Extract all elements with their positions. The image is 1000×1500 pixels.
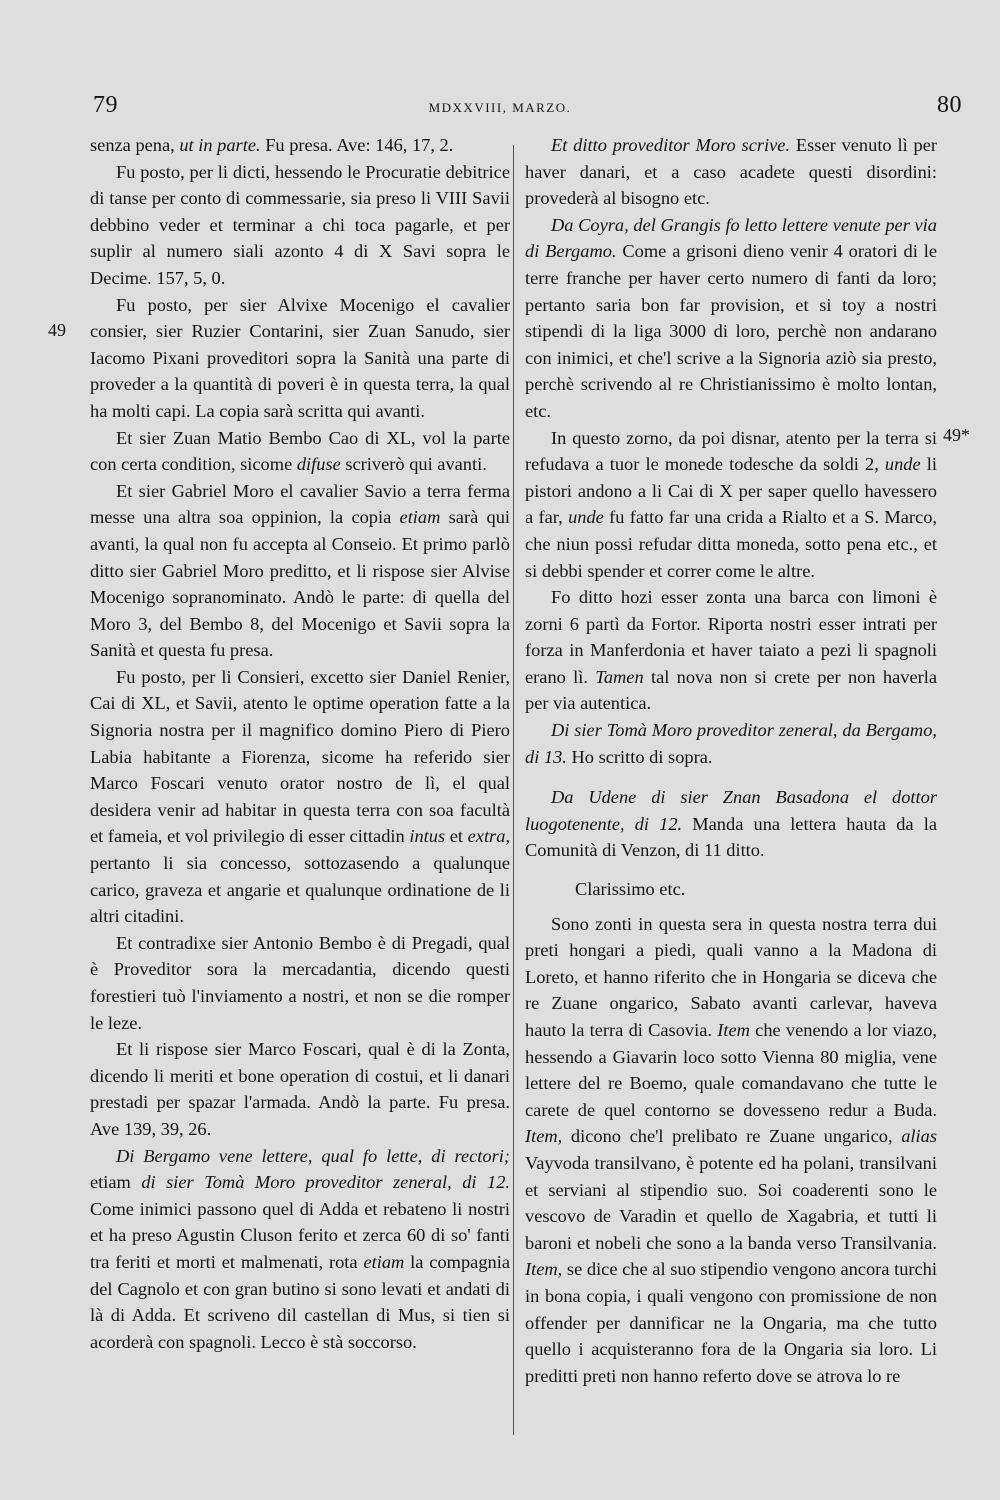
paragraph: Et li rispose sier Marco Foscari, qual è di la Zonta, dicendo li meriti et bone operation di costui, et li danari prestadi per spazar l'armada. Andò la parte. Fu presa. Ave 139, 39, 26. xyxy=(90,1039,510,1139)
italic-text: Item, xyxy=(525,1259,563,1280)
text: et xyxy=(445,826,468,847)
paragraph: Fu posto, per sier Alvixe Mocenigo el cavalier consier, sier Ruzier Contarini, sier Zuan Sanudo, sier Iacomo Pixani proveditori sopra la Sanità una parte di proveder a la quantità di poveri è in questa terra, la qual ha molti capi. La copia sarà scritta qui avanti. xyxy=(90,294,510,421)
text: Come a grisoni dieno venir 4 oratori di le terre franche per haver certo numero di fanti da loro; pertanto saria bon far provision, et si toy a nostri stipendi di la liga 3000 di loro, perchè non andarano con inimici, et che'l scrive a la Signoria aziò sia presto, perchè scrivendo al re Christianissimo è molto lontan, etc. xyxy=(525,241,937,421)
italic-text: extra, xyxy=(467,826,511,847)
paragraph xyxy=(90,425,510,478)
text: che venendo a lor viazo, hessendo a Giavarin loco sotto Vienna 80 miglia, vene lettere del re Boemo, quale comandavano che tutte le carete de quel contorno se dovesseno redur a Buda. xyxy=(525,1020,937,1120)
paragraph xyxy=(525,784,937,864)
italic-text: Da Coyra, del Grangis fo letto lettere venute per via di Bergamo. xyxy=(525,214,937,262)
paragraph: Fu posto, per li dicti, hessendo le Procuratie debitrice di tanse per conto di commessarie, sia preso li VIII Savii debbino veder et terminar a chi toca pagarle, et per suplir al numero siali azonto 4 di X Savi sopra le Decime. 157, 5, 0. xyxy=(90,161,510,288)
text: Sono zonti in questa sera in questa nostra terra dui preti hongari a piedi, quali vanno a la Madona di Loreto, et hanno riferito che in Hongaria se diceva che re Zuane ongarico, Sabato avanti carlevar, haveva hauto la terra di Casovia. xyxy=(525,913,937,1040)
italic-text: Et ditto proveditor Moro scrive. xyxy=(551,135,791,155)
margin-note-right: 49* xyxy=(943,425,970,445)
text: sarà qui avanti, la qual non fu accepta al Conseio. Et primo parlò ditto sier Gabriel Moro preditto, et li rispose sier Alvise Mocenigo sopranominato. Andò le parte: di quella del Moro 3, del Bembo 8, del Mocenigo et Savii sopra la Sanità et questa fu presa. xyxy=(90,507,510,661)
text: Fu presa. Ave: 146, 17, 2. xyxy=(260,135,454,155)
text: In questo zorno, da poi disnar, atento per la terra si refudava a tuor le monede todesche da soldi 2, xyxy=(525,427,937,475)
italic-text: Di Bergamo vene lettere, qual fo lette, di rectori; xyxy=(116,1145,510,1166)
text: etiam xyxy=(90,1172,142,1193)
paragraph xyxy=(525,132,937,212)
italic-text: ut in parte. xyxy=(179,135,261,155)
italic-text: difuse xyxy=(296,454,341,475)
paragraph xyxy=(525,911,937,1390)
italic-text: unde xyxy=(568,507,604,528)
running-header xyxy=(0,92,1000,128)
italic-text: Tamen xyxy=(595,666,644,687)
text: tal nova non si crete per non haverla per via autentica. xyxy=(525,666,937,714)
text: Fu posto, per li Consieri, excetto sier Daniel Renier, Cai di XL, et Savii, atento le optime operation fatte a la Signoria nostra per il magnifico domino Piero di Piero Labia habitante a Fiorenza, sicome ha referido sier Marco Foscari venuto orator nostro de lì, el qual desidera venir ad habitar in questa terra con soa facultà et fameia, et vol privilegio di esser cittadin xyxy=(90,666,510,847)
paragraph xyxy=(525,425,937,585)
right-page-number: 80 xyxy=(937,92,962,118)
text: Fo ditto hozi esser zonta una barca con limoni è zorni 6 partì da Fortor. Riporta nostri esser intrati per forza in Manferdonia et haver taiato a pezi li spagnoli erano lì. xyxy=(525,587,937,687)
italic-text: etiam xyxy=(399,507,441,528)
running-title: MDXXVIII, MARZO. xyxy=(428,100,572,115)
text: Ho scritto di sopra. xyxy=(566,746,713,767)
paragraph xyxy=(90,664,510,930)
paragraph xyxy=(525,212,937,425)
text: se dice che al suo stipendio vengono ancora turchi in bona copia, i quali vengono con promissione de non offender per dannificar ne la Ongaria, ma che tutto quello i acquisteranno fora de la Ongaria sia loro. Li preditti preti non hanno referto dove se atrova lo re xyxy=(525,1259,937,1386)
text: dicono che'l prelibato re Zuane ungarico, xyxy=(562,1126,902,1147)
italic-text: Da Udene di sier Znan Basadona el dottor luogotenente, di 12. xyxy=(525,787,937,834)
paragraph xyxy=(90,478,510,664)
letter-salutation: Clarissimo etc. xyxy=(575,879,686,900)
paragraph xyxy=(525,584,937,717)
italic-text: Item xyxy=(717,1020,750,1040)
text: Manda una lettera hauta da la Comunità di Venzon, di 11 ditto. xyxy=(525,813,937,861)
paragraph xyxy=(525,717,937,770)
paragraph xyxy=(90,1143,510,1356)
column-divider xyxy=(513,145,514,1435)
italic-text: di sier Tomà Moro proveditor zeneral, di 12. xyxy=(141,1172,510,1193)
italic-text: Di sier Tomà Moro proveditor zeneral, da Bergamo, di 13. xyxy=(525,720,937,767)
paragraph: Et contradixe sier Antonio Bembo è di Pregadi, qual è Proveditor sora la mercadantia, dicendo questi forestieri tuò l'inviamento a nostri, et non se die romper le leze. xyxy=(90,932,510,1033)
text: Esser venuto lì per haver danari, et a caso acadete questi disordini: provederà al bisogno etc. xyxy=(525,135,937,209)
paragraph xyxy=(90,132,510,159)
italic-text: Item, xyxy=(525,1126,563,1147)
italic-text: alias xyxy=(901,1126,937,1147)
text: Come inimici passono quel di Adda et rebateno li nostri et ha preso Agustin Cluson ferito et zerca 60 di so' fanti tra feriti et morti et malmenati, rota xyxy=(90,1198,510,1272)
left-page-number: 79 xyxy=(93,92,118,118)
margin-note-left: 49 xyxy=(48,320,66,340)
italic-text: intus xyxy=(409,826,446,847)
italic-text: unde xyxy=(884,454,921,475)
text: Et sier Gabriel Moro el cavalier Savio a terra ferma messe una altra soa oppinion, la copia xyxy=(90,480,510,528)
text: Et sier Zuan Matio Bembo Cao di XL, vol la parte con certa condition, sicome xyxy=(90,427,510,475)
italic-text: etiam xyxy=(363,1251,405,1272)
text: Vayvoda transilvano, è potente ed ha polani, transilvani et serviani al stipendio suo. Soi coaderenti sono le vescovo de Varadin et quello de Xagabria, et tutti li baroni et nobeli che sono a la banda verso Transilvania. xyxy=(525,1152,937,1253)
text: la compagnia del Cagnolo et con gran butino si sono levati et andati di là di Adda. Et scriveno dil castellan di Mus, si tien si acorderà con spagnoli. Lecco è stà soccorso. xyxy=(90,1251,510,1352)
text: li pistori andono a li Cai di X per saper quello havessero a far, xyxy=(525,454,937,528)
text: scriverò qui avanti. xyxy=(340,454,487,475)
text: pertanto li sia concesso, sottozasendo a qualunque carico, graveza et angarie et qualunque ordinatione de li altri citadini. xyxy=(90,853,510,927)
text: fu fatto far una crida a Rialto et a S. Marco, che niun possi refudar ditta moneda, sotto pena etc., et si debbi spender et correr come le altre. xyxy=(525,507,937,581)
right-column xyxy=(525,132,937,1389)
text: senza pena, xyxy=(90,135,180,155)
left-column xyxy=(90,132,510,1355)
